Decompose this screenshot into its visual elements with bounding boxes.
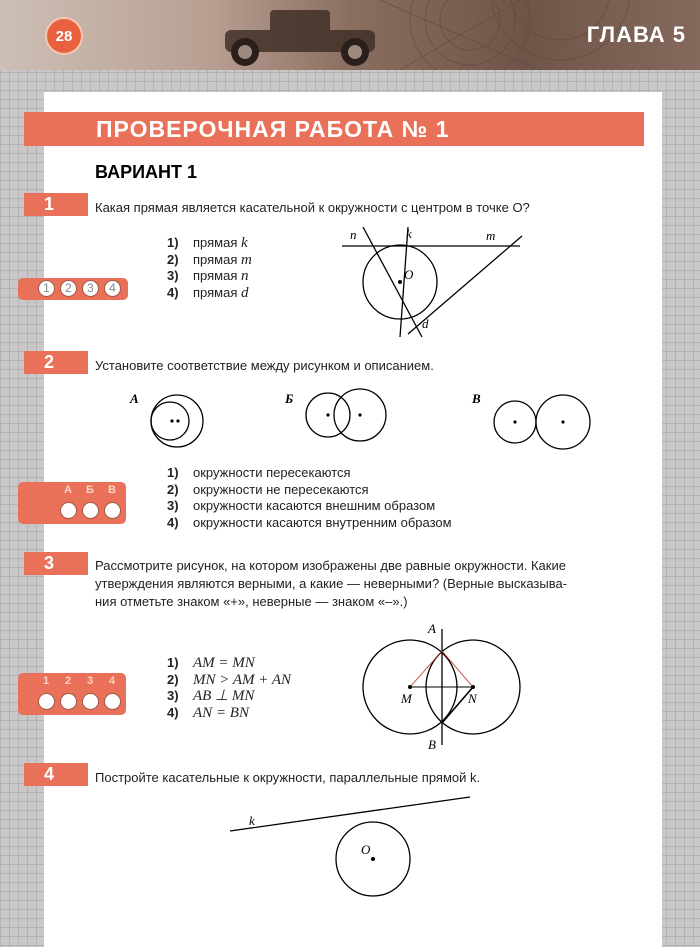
- answer-choice-2[interactable]: 2: [60, 280, 77, 297]
- answer-field-2[interactable]: [60, 693, 77, 710]
- page-title: ПРОВЕРОЧНАЯ РАБОТА № 1: [96, 116, 450, 142]
- line-n: [363, 227, 422, 337]
- chapter-header: [0, 0, 700, 70]
- task-1-answer-box: [18, 278, 128, 300]
- label-n: N: [468, 691, 477, 706]
- label-o: O: [361, 842, 371, 857]
- task-3-option-3: 3) AB ⊥ MN: [167, 688, 255, 704]
- answer-label-1: 1: [42, 675, 50, 687]
- task-3-number: 3: [24, 552, 88, 575]
- answer-field-v[interactable]: [104, 502, 121, 519]
- task-1-options: [167, 235, 252, 301]
- task-2-figures: [120, 385, 600, 455]
- answer-field-4[interactable]: [104, 693, 121, 710]
- task-3-figure: [355, 615, 530, 755]
- label-m: m: [486, 228, 496, 243]
- page-number: 28: [45, 17, 83, 55]
- task-2-number: 2: [24, 351, 88, 374]
- center-point: [398, 280, 402, 284]
- task-3-options: [167, 655, 291, 721]
- task-2-answer-box: [18, 482, 126, 524]
- task-1-figure: [330, 222, 540, 342]
- task-1-option-4: 4) прямая d: [167, 284, 249, 301]
- task-1-question: Какая прямая является касательной к окружности с центром в точке O?: [95, 200, 530, 215]
- task-2-option-2: 2) окружности не пересекаются: [167, 481, 369, 497]
- label-b: Б: [285, 391, 294, 406]
- task-2-options: [167, 465, 452, 531]
- label-a: A: [428, 621, 436, 636]
- task-4-figure: [225, 795, 485, 905]
- task-3-question: Рассмотрите рисунок, на котором изображены две равные окружности. Какие утверждения являются верными, а какие — неверными? (Верные высказыва- ния отметьте знаком «+», неверные — знаком «–».): [95, 558, 568, 609]
- label-a: А: [130, 391, 139, 406]
- label-k: k: [406, 226, 412, 241]
- task-2-question: Установите соответствие между рисунком и описанием.: [95, 358, 434, 373]
- label-v: В: [472, 391, 481, 406]
- segment-an: [442, 651, 473, 687]
- task-2-option-4: 4) окружности касаются внутренним образом: [167, 514, 452, 530]
- task-3-option-2: 2) MN > AM + AN: [167, 671, 292, 688]
- line-k: [230, 797, 470, 831]
- answer-label-2: 2: [64, 675, 72, 687]
- label-b: B: [428, 737, 436, 752]
- task-4-question: Постройте касательные к окружности, параллельные прямой k.: [95, 770, 481, 785]
- answer-field-1[interactable]: [38, 693, 55, 710]
- task-1-option-2: 2) прямая m: [167, 251, 252, 268]
- task-1-option-1: 1) прямая k: [167, 235, 248, 251]
- task-4-number: 4: [24, 763, 88, 786]
- task-2-option-3: 3) окружности касаются внешним образом: [167, 498, 436, 513]
- task-3-option-1: 1) AM = MN: [167, 655, 255, 671]
- label-k: k: [249, 813, 255, 828]
- answer-field-b[interactable]: [82, 502, 99, 519]
- label-d: d: [422, 316, 429, 331]
- variant-heading: ВАРИАНТ 1: [95, 162, 198, 182]
- answer-label-3: 3: [86, 675, 94, 687]
- answer-choice-4[interactable]: 4: [104, 280, 121, 297]
- task-2-option-1: 1) окружности пересекаются: [167, 465, 351, 480]
- task-1-number: 1: [24, 193, 88, 216]
- task-3-answer-box: [18, 673, 126, 715]
- chapter-title: ГЛАВА 5: [586, 22, 686, 47]
- answer-choice-1[interactable]: 1: [38, 280, 55, 297]
- label-m: M: [401, 691, 412, 706]
- answer-label-b: Б: [86, 484, 94, 496]
- answer-choice-3[interactable]: 3: [82, 280, 99, 297]
- center-o: [371, 857, 375, 861]
- answer-label-a: А: [64, 484, 72, 496]
- label-o: O: [404, 267, 414, 282]
- task-3-option-4: 4) AN = BN: [167, 704, 249, 721]
- answer-field-a[interactable]: [60, 502, 77, 519]
- answer-field-3[interactable]: [82, 693, 99, 710]
- label-n: n: [350, 227, 357, 242]
- answer-label-v: В: [108, 484, 116, 496]
- fig-a-inner: [151, 402, 189, 440]
- answer-label-4: 4: [108, 675, 116, 687]
- task-1-option-3: 3) прямая n: [167, 268, 249, 284]
